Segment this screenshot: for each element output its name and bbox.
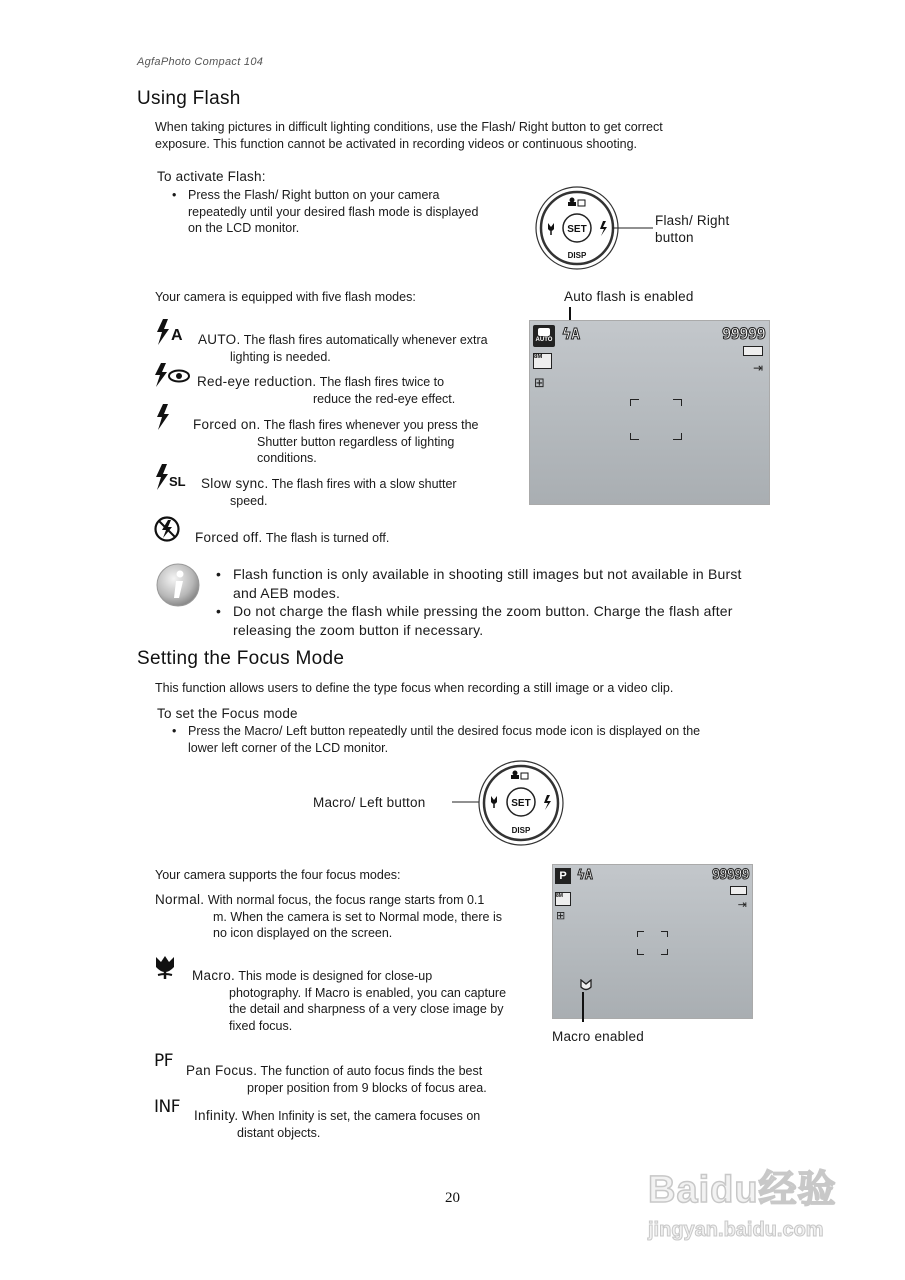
lcd-shot-counter: 99999 — [711, 867, 749, 883]
af-bracket-br — [661, 949, 668, 955]
image-size-icon — [555, 892, 571, 906]
quality-icon: ⊞ — [556, 910, 566, 922]
bullet-dot: • — [216, 603, 222, 619]
af-bracket-tl — [637, 931, 644, 937]
pan-focus-icon: PF — [154, 1051, 174, 1071]
camera-icon — [538, 328, 550, 336]
flash-off-icon — [154, 516, 182, 544]
focus-mode-macro — [192, 968, 542, 1034]
flash-redeye-icon — [152, 362, 192, 388]
flash-mode-desc: conditions. — [257, 451, 317, 465]
battery-icon — [743, 346, 763, 356]
flash-mode-redeye — [197, 374, 517, 407]
focus-mode-infinity — [194, 1108, 544, 1141]
bullet-dot: • — [172, 188, 177, 202]
focus-mode-desc: When Infinity is set, the camera focuses on — [241, 1109, 481, 1123]
bullet-line: on the LCD monitor. — [188, 221, 300, 235]
flash-mode-desc: The flash fires with a slow shutter — [271, 477, 457, 491]
flash-modes-intro: Your camera is equipped with five flash modes: — [155, 290, 416, 304]
flash-mode-desc: The flash fires twice to — [319, 375, 445, 389]
macro-button-label: Macro/ Left button — [313, 795, 426, 810]
note-line: releasing the zoom button if necessary. — [233, 621, 484, 638]
focus-mode-pan — [186, 1063, 536, 1096]
lcd-caption-auto-flash: Auto flash is enabled — [564, 289, 694, 304]
infinity-icon: INF — [154, 1097, 181, 1117]
focus-mode-name: Pan Focus. — [186, 1063, 258, 1078]
svg-text:SL: SL — [169, 474, 186, 489]
flash-auto-icon — [154, 318, 188, 346]
note-line: and AEB modes. — [233, 584, 341, 601]
camera-dial-macro — [452, 758, 572, 850]
activate-flash-title: To activate Flash: — [157, 169, 266, 184]
flash-mode-name: Red-eye reduction. — [197, 374, 317, 389]
flash-mode-auto — [198, 332, 518, 365]
focus-mode-normal — [155, 892, 535, 942]
storage-icon: ⇥ — [737, 899, 747, 911]
flash-mode-desc: The flash is turned off. — [265, 531, 390, 545]
af-bracket-tl — [630, 399, 639, 406]
bullet-line: repeatedly until your desired flash mode is displayed — [188, 204, 479, 219]
flash-mode-name: AUTO. — [198, 332, 241, 347]
af-bracket-bl — [630, 433, 639, 440]
flash-button-label-line: button — [655, 230, 694, 245]
focus-mode-desc: The function of auto focus finds the best — [260, 1064, 483, 1078]
lcd-flash-auto-icon: ϟA — [577, 868, 593, 883]
lcd-screen-auto-flash — [529, 320, 770, 505]
section-title-focus: Setting the Focus Mode — [137, 648, 345, 669]
flash-mode-desc: The flash fires automatically whenever extra — [243, 333, 488, 347]
flash-mode-name: Forced on. — [193, 417, 261, 432]
lcd-caption-macro: Macro enabled — [552, 1029, 644, 1044]
page-number: 20 — [445, 1190, 460, 1206]
svg-text:A: A — [171, 327, 183, 344]
note-item — [216, 602, 776, 639]
flash-mode-forced-on — [193, 417, 513, 467]
flash-mode-desc: speed. — [230, 493, 268, 508]
focus-modes-intro: Your camera supports the four focus modes: — [155, 868, 401, 882]
focus-mode-desc: photography. If Macro is enabled, you can capture — [229, 985, 507, 1000]
bullet-dot: • — [216, 566, 222, 582]
dial-set-label: SET — [567, 224, 587, 235]
focus-mode-desc: no icon displayed on the screen. — [213, 926, 393, 940]
dial-disp-label: DISP — [567, 251, 587, 260]
focus-mode-desc: distant objects. — [237, 1125, 321, 1140]
flash-mode-name: Forced off. — [195, 530, 263, 545]
flash-mode-name: Slow sync. — [201, 476, 269, 491]
auto-badge-text: AUTO — [535, 337, 553, 343]
info-icon — [155, 562, 201, 608]
bullet-line: Press the Flash/ Right button on your camera — [188, 188, 440, 202]
flash-intro — [155, 119, 775, 152]
activate-flash-bullet — [172, 187, 522, 237]
flash-notes — [216, 565, 776, 639]
note-line: Do not charge the flash while pressing the zoom button. Charge the flash after — [233, 603, 733, 619]
flash-slow-sync-icon — [153, 463, 189, 491]
quality-icon: ⊞ — [534, 375, 545, 390]
flash-mode-desc: lighting is needed. — [230, 349, 331, 364]
focus-mode-desc: m. When the camera is set to Normal mode, there is — [213, 909, 502, 924]
bullet-line: lower left corner of the LCD monitor. — [188, 740, 389, 755]
af-bracket-tr — [673, 399, 682, 406]
flash-mode-slow-sync — [201, 476, 521, 509]
set-focus-title: To set the Focus mode — [157, 706, 298, 721]
focus-mode-name: Normal. — [155, 892, 205, 907]
dial-disp-label: DISP — [511, 826, 531, 835]
battery-icon — [730, 886, 747, 895]
lcd-shot-counter: 99999 — [721, 324, 765, 343]
af-bracket-bl — [637, 949, 644, 955]
focus-mode-desc: proper position from 9 blocks of focus area. — [247, 1080, 487, 1095]
flash-mode-desc: The flash fires whenever you press the — [263, 418, 479, 432]
section-title-flash: Using Flash — [137, 88, 241, 109]
manual-header: AgfaPhoto Compact 104 — [137, 56, 264, 68]
set-focus-bullet — [172, 723, 772, 756]
focus-mode-name: Macro. — [192, 968, 236, 983]
bullet-dot: • — [172, 724, 177, 738]
flash-button-label-line: Flash/ Right — [655, 213, 730, 228]
focus-mode-desc: This mode is designed for close-up — [238, 969, 433, 983]
note-item — [216, 565, 776, 602]
flash-intro-line: exposure. This function cannot be activated in recording videos or continuous shooting. — [155, 136, 638, 151]
flash-intro-line: When taking pictures in difficult lighting conditions, use the Flash/ Right button to get correct — [155, 120, 663, 134]
focus-mode-desc: the detail and sharpness of a very close image by — [229, 1002, 504, 1016]
focus-intro: This function allows users to define the type focus when recording a still image or a video clip. — [155, 681, 674, 695]
baidu-watermark — [648, 1158, 888, 1268]
image-size-text: 8M — [556, 893, 563, 899]
image-size-text: 8M — [534, 354, 543, 360]
focus-mode-desc: With normal focus, the focus range starts from 0.1 — [207, 893, 485, 907]
lcd-flash-auto-icon: ϟA — [562, 325, 581, 343]
watermark-brand: Baidu经验 — [648, 1169, 837, 1211]
focus-mode-name: Infinity. — [194, 1108, 239, 1123]
note-line: Flash function is only available in shooting still images but not available in Burst — [233, 566, 742, 582]
auto-mode-badge — [533, 325, 555, 347]
flash-button-label — [655, 212, 729, 246]
lcd-macro-icon — [579, 979, 593, 993]
flash-mode-desc: reduce the red-eye effect. — [313, 391, 456, 406]
flash-mode-desc: Shutter button regardless of lighting — [257, 434, 455, 449]
af-bracket-br — [673, 433, 682, 440]
flash-forced-on-icon — [154, 403, 172, 431]
watermark-url: jingyan.baidu.com — [648, 1219, 824, 1241]
caption-pointer-line — [582, 992, 584, 1022]
flash-mode-off — [195, 530, 515, 547]
dial-set-label: SET — [511, 798, 531, 809]
macro-icon — [154, 955, 178, 981]
image-size-icon — [533, 353, 552, 369]
camera-dial-flash — [530, 183, 655, 273]
program-mode-badge: P — [555, 868, 571, 884]
storage-icon: ⇥ — [752, 361, 763, 375]
bullet-line: Press the Macro/ Left button repeatedly until the desired focus mode icon is displayed on the — [188, 724, 701, 738]
af-bracket-tr — [661, 931, 668, 937]
focus-mode-desc: fixed focus. — [229, 1018, 293, 1033]
